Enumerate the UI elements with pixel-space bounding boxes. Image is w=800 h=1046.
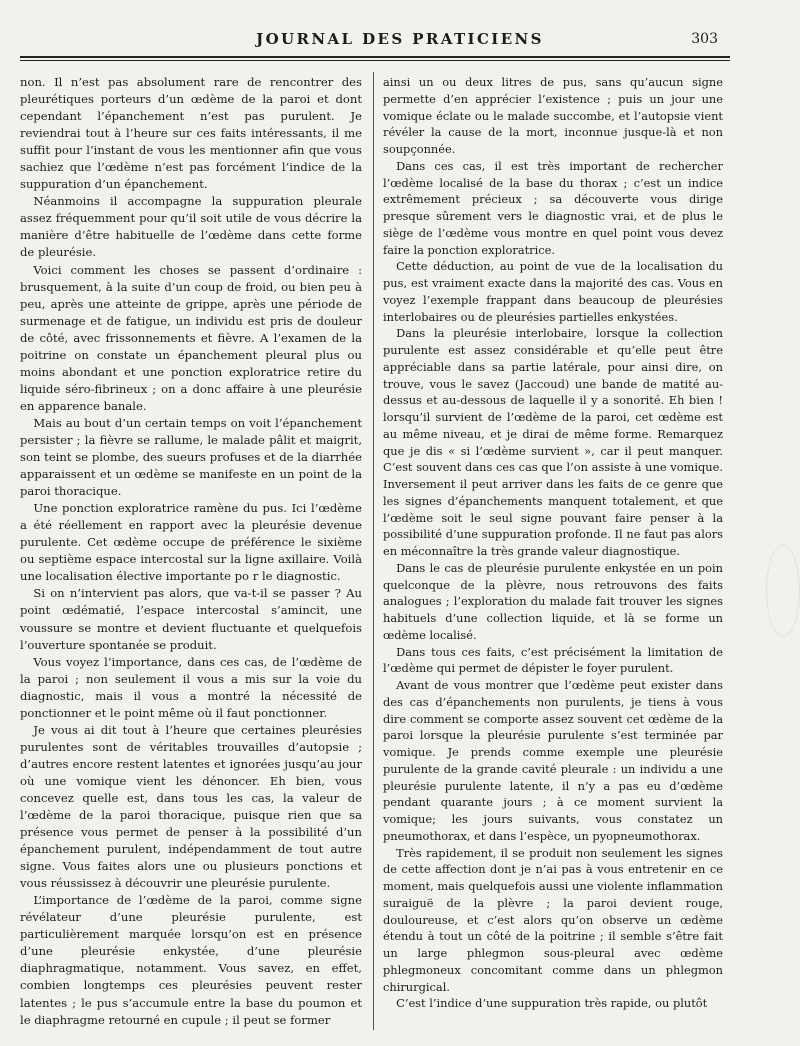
- paragraph: L’importance de l’œdème de la paroi, comme signe révélateur d’une pleurésie purulente, est particulièrement marquée lorsqu’on est en présence d’une pleurésie enkystée, d’une pleurésie diaphragmatique, notamment. Vous savez, en effet, combien longtemps ces pleurésies peuvent rester latentes ; le pus s’accumule entre la base du poumon et le diaphragme retourné en cupule ; il peut se former: [20, 893, 362, 1027]
- paragraph: C’est l’indice d’une suppuration très rapide, ou plutôt: [396, 996, 708, 1011]
- left-column: [20, 74, 362, 1029]
- paragraph: Dans la pleurésie interlobaire, lorsque la collection purulente est assez considérable et qu’elle peut être appréciable dans sa partie latérale, pour ainsi dire, on trouve, vous le savez (Jaccoud) une bande de matité au-dessus et au-dessous de laquelle il y a sonorité. Eh bien ! lorsqu’il survient de l’œdème de la paroi, cet œdème est au même niveau, et je dirai de même forme. Remarquez que je dis « si l’œdème survient », car il peut manquer. C’est souvent dans ces cas que l’on assiste à une vomique. Inversement il peut arriver dans les faits de ce genre que les signes d’épanchements manquent totalement, et que l’œdème soit le seul signe pouvant faire penser à la possibilité d’une suppuration profonde. Il ne faut pas alors en méconnaître la très grande valeur diagnostique.: [383, 326, 723, 558]
- paragraph: Mais au bout d’un certain temps on voit l’épanchement persister ; la fièvre se rallume, le malade pâlit et maigrit, son teint se plombe, des sueurs profuses et de la diarrhée apparaissent et un œdème se manifeste en un point de la paroi thoracique.: [20, 415, 362, 499]
- paragraph: Je vous ai dit tout à l’heure que certaines pleurésies purulentes sont de véritables trouvailles d’autopsie ; d’autres encore restent latentes et ignorées jusqu’au jour où une vomique vient les dénoncer. Eh bien, vous concevez quelle est, dans tous les cas, la valeur de l’œdème de la paroi thoracique, puisque rien que sa présence vous permet de penser à la possibilité d’un épanchement purulent, indépendamment de tout autre signe. Vous faites alors une ou plusieurs ponctions et vous réussissez à découvrir une pleurésie purulente.: [20, 722, 362, 891]
- journal-title: JOURNAL DES PRATICIENS: [256, 30, 544, 48]
- paragraph: non. Il n’est pas absolument rare de rencontrer des pleurétiques porteurs d’un œdème de la paroi et dont cependant l’épanchement n’est pas purulent. Je reviendrai tout à l’heure sur ces faits intéressants, il me suffit pour l’instant de vous les mentionner afin que vous sachiez que l’œdème n’est pas forcément l’indice de la suppuration d’un épanchement.: [20, 75, 362, 192]
- running-header: [0, 30, 800, 54]
- paragraph: Néanmoins il accompagne la suppuration pleurale assez fréquemment pour qu’il soit utile de vous décrire la manière d’être habituelle de l’œdème dans cette forme de pleurésie.: [20, 194, 362, 260]
- paragraph: Dans le cas de pleurésie purulente enkystée en un poin quelconque de la plèvre, nous retrouvons des faits analogues ; l’exploration du malade fait trouver les signes habituels d’une collection liquide, et là se forme un œdème localisé.: [383, 560, 723, 642]
- paragraph: Voici comment les choses se passent d’ordinaire : brusquement, à la suite d’un coup de froid, ou bien peu à peu, après une atteinte de grippe, après une période de surmenage et de fatigue, un individu est pris de douleur de côté, avec frissonnements et fièvre. A l’examen de la poitrine on constate un épanchement pleural plus ou moins abondant et une ponction exploratrice retire du liquide séro-fibrineux ; on a donc affaire à une pleurésie en apparence banale.: [20, 262, 362, 413]
- paragraph: ainsi un ou deux litres de pus, sans qu’aucun signe permette d’en apprécier l’existence ; puis un jour une vomique éclate ou le malade succombe, et l’autopsie vient révéler la cause de la mort, inconnue jusque-là et non soupçonnée.: [383, 75, 723, 156]
- right-column: [383, 74, 723, 1012]
- paragraph: Vous voyez l’importance, dans ces cas, de l’œdème de la paroi ; non seulement il vous a mis sur la voie du diagnostic, mais il vous a montré la nécessité de ponctionner et le point même où il faut ponctionner.: [20, 654, 362, 720]
- paragraph: Une ponction exploratrice ramène du pus. Ici l’œdème a été réellement en rapport avec la pleurésie devenue purulente. Cet œdème occupe de préférence le sixième ou septième espace intercostal sur la ligne axillaire. Voilà une localisation élective importante po r le diagnostic.: [20, 501, 362, 584]
- paragraph: Dans ces cas, il est très important de rechercher l’œdème localisé de la base du thorax ; c’est un indice extrêmement précieux ; sa découverte vous dirige presque sûrement vers le diagnostic vrai, et de plus le siège de l’œdème vous montre en quel point vous devez faire la ponction exploratrice.: [383, 158, 723, 257]
- paragraph: Avant de vous montrer que l’œdème peut exister dans des cas d’épanchements non purulents, je tiens à vous dire comment se comporte assez souvent cet œdème de la paroi lorsque la pleurésie purulente s’est terminée par vomique. Je prends comme exemple une pleurésie purulente de la grande cavité pleurale : un individu a une pleurésie purulente latente, il n’y a pas eu d’œdème pendant quarante jours ; à ce moment survient la vomique; les jours suivants, vous constatez un pneumothorax, et dans l’espèce, un pyopneumothorax.: [383, 678, 723, 843]
- paragraph: Très rapidement, il se produit non seulement les signes de cette affection dont je n’ai pas à vous entretenir en ce moment, mais quelquefois aussi une violente inflammation suraiguë de la plèvre ; la paroi devient rouge, douloureuse, et c’est alors qu’on observe un œdème étendu à tout un côté de la poitrine ; il semble s’être fait un large phlegmon sous-pleural avec œdème phlegmoneux concomitant comme dans un phlegmon chirurgical.: [383, 845, 723, 994]
- header-rule-thick: [20, 56, 730, 58]
- paragraph: Dans tous ces faits, c’est précisément la limitation de l’œdème qui permet de dépister le foyer purulent.: [383, 644, 723, 676]
- library-stamp-mark: [766, 545, 800, 637]
- paragraph: Si on n’intervient pas alors, que va-t-il se passer ? Au point œdématié, l’espace intercostal s’amincit, une voussure se montre et devient fluctuante et quelquefois l’ouverture spontanée se produit.: [20, 586, 362, 652]
- header-rule-thin: [20, 60, 730, 61]
- paragraph: Cette déduction, au point de vue de la localisation du pus, est vraiment exacte dans la majorité des cas. Vous en voyez l’exemple frappant dans beaucoup de pleurésies interlobaires ou de pleurésies partielles enkystées.: [383, 259, 723, 324]
- page-number: 303: [691, 31, 718, 47]
- column-divider: [373, 72, 374, 1030]
